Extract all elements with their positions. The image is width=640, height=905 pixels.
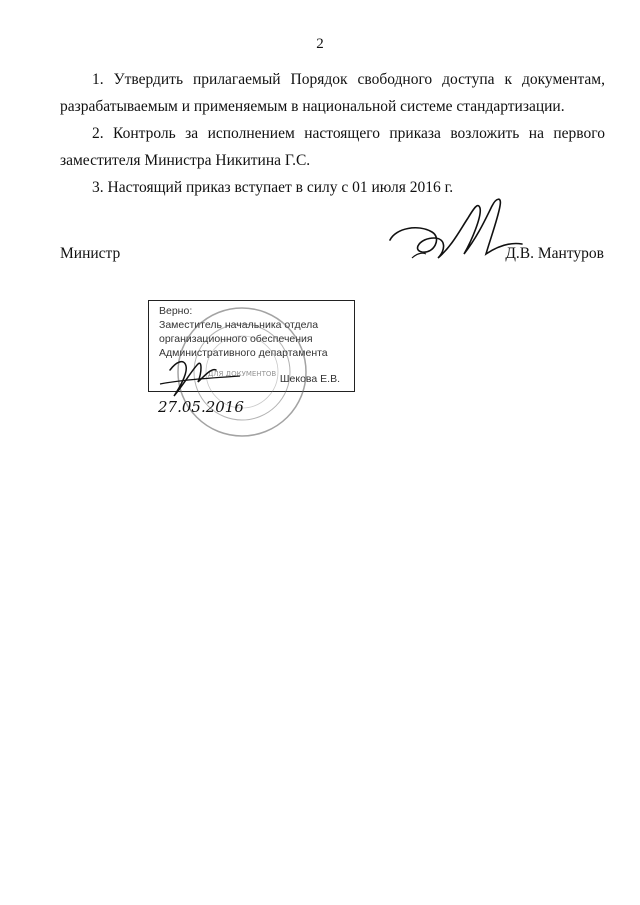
cert-position-line-2: организационного обеспечения: [159, 333, 313, 345]
cert-position-line-3: Административного департамента: [159, 347, 328, 359]
cert-verified-label: Верно:: [159, 305, 193, 317]
cert-position-line-1: Заместитель начальника отдела: [159, 319, 319, 331]
signatory-title: Министр: [60, 245, 121, 262]
page-number: 2: [316, 36, 324, 52]
signatory-name: Д.В. Мантуров: [505, 245, 604, 262]
stamp-inner-text: ДЛЯ ДОКУМЕНТОВ: [207, 370, 277, 378]
handwritten-signature: [382, 188, 532, 278]
certification-signature: [150, 340, 270, 420]
paragraph-1: 1. Утвердить прилагаемый Порядок свободного доступа к документам, разрабатываемым и применяемым в национальной системе стандартизации.: [60, 71, 605, 115]
paragraph-3: 3. Настоящий приказ вступает в силу с 01 июля 2016 г.: [92, 179, 454, 196]
paragraph-2: 2. Контроль за исполнением настоящего приказа возложить на первого заместителя Министра Никитина Г.С.: [60, 125, 605, 169]
handwritten-date: 27.05.2016: [158, 398, 244, 416]
cert-name: Шекова Е.В.: [279, 373, 340, 385]
